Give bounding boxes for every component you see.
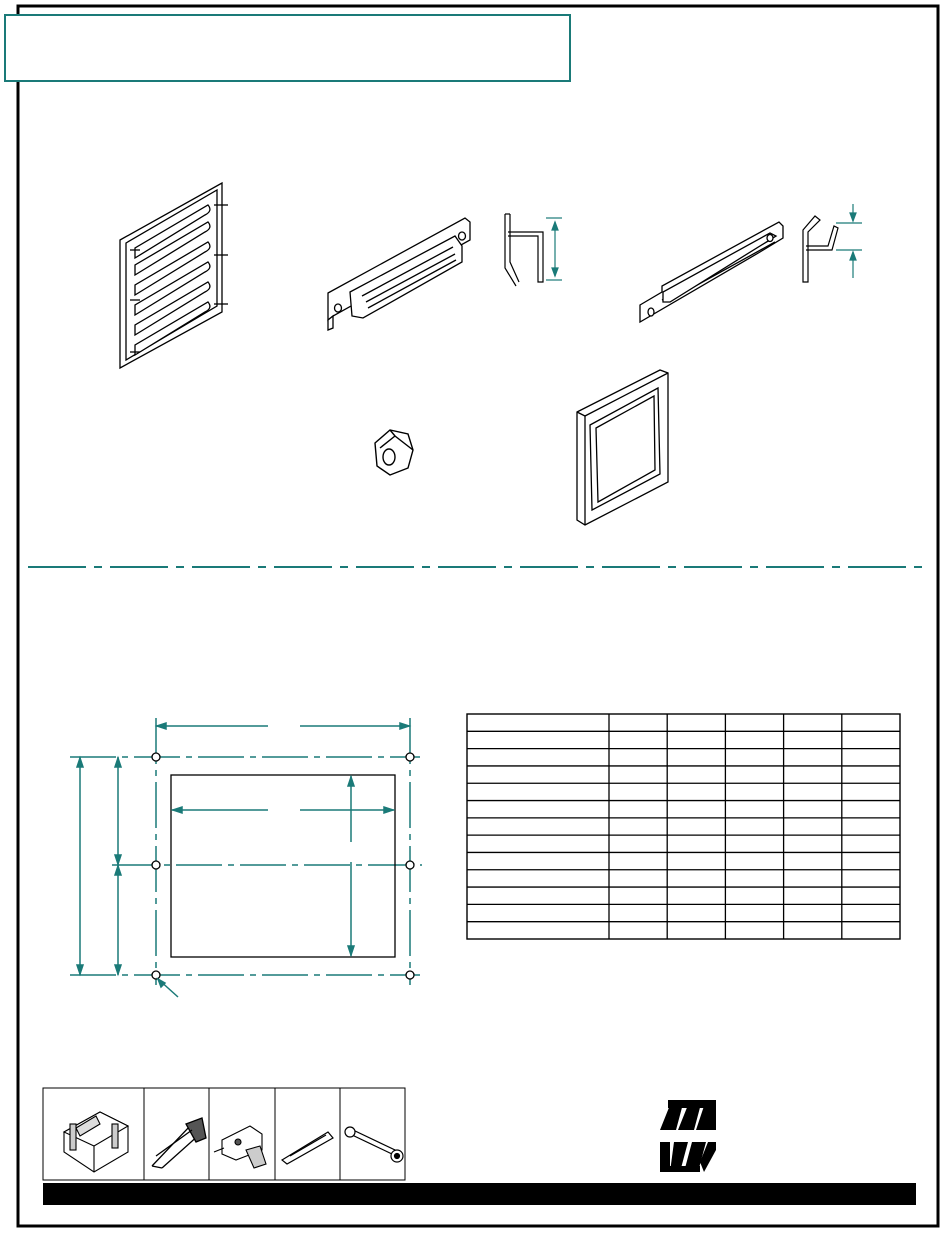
manufacturer-logo <box>660 1100 716 1172</box>
footer-bar <box>43 1183 916 1205</box>
dimension-table-grid <box>467 714 900 939</box>
gasket-frame <box>577 370 668 525</box>
hex-nut <box>375 430 413 475</box>
dimension-table <box>467 714 900 939</box>
sheet-border <box>18 6 938 1226</box>
clip-profile <box>505 214 562 286</box>
title-box <box>5 15 570 81</box>
wrench-icon <box>345 1127 403 1162</box>
rail-profile <box>803 204 862 282</box>
power-drill-icon <box>214 1126 266 1168</box>
louver-grille <box>120 183 228 368</box>
mounting-holes <box>152 753 414 979</box>
cutout-outline <box>171 775 395 957</box>
guide-rail <box>640 222 783 322</box>
hacksaw-icon <box>152 1118 206 1168</box>
connector-cover <box>328 218 470 330</box>
file-icon <box>282 1132 333 1164</box>
mounting-layout-drawing <box>70 718 422 997</box>
bench-vise-icon <box>64 1112 128 1172</box>
